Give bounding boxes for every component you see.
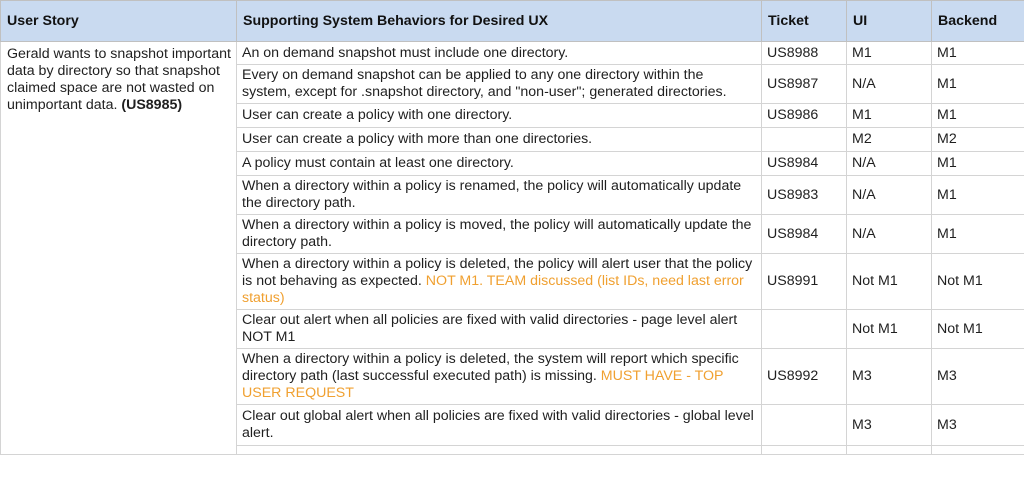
ui-cell[interactable]: N/A xyxy=(847,152,932,176)
backend-cell[interactable]: M1 xyxy=(932,42,1024,65)
header-user-story[interactable]: User Story xyxy=(1,1,237,42)
backend-cell[interactable]: M3 xyxy=(932,405,1024,446)
behavior-cell[interactable]: User can create a policy with more than one directories. xyxy=(237,128,762,152)
empty-cell[interactable] xyxy=(932,446,1024,455)
ui-cell[interactable]: N/A xyxy=(847,65,932,104)
backend-cell[interactable]: M1 xyxy=(932,176,1024,215)
backend-cell[interactable]: M3 xyxy=(932,349,1024,405)
header-ticket[interactable]: Ticket xyxy=(762,1,847,42)
ticket-cell[interactable] xyxy=(762,128,847,152)
behavior-cell[interactable]: A policy must contain at least one directory. xyxy=(237,152,762,176)
ui-cell[interactable]: Not M1 xyxy=(847,254,932,310)
behavior-cell[interactable]: When a directory within a policy is deleted, the policy will alert user that the policy is not behaving as expected. NOT M1. TEAM discussed (list IDs, need last error status) xyxy=(237,254,762,310)
user-story-cell[interactable] xyxy=(1,42,237,455)
backend-cell[interactable]: M1 xyxy=(932,104,1024,128)
header-backend[interactable]: Backend xyxy=(932,1,1024,42)
ui-cell[interactable]: N/A xyxy=(847,215,932,254)
ui-cell[interactable]: M1 xyxy=(847,42,932,65)
highlight-note: MUST HAVE - TOP USER REQUEST xyxy=(242,368,724,401)
behavior-cell[interactable]: Every on demand snapshot can be applied to any one directory within the system, except for .snapshot directory, and "non-user"; generated directories. xyxy=(237,65,762,104)
behavior-cell[interactable]: An on demand snapshot must include one directory. xyxy=(237,42,762,65)
backend-cell[interactable]: M1 xyxy=(932,215,1024,254)
table-row xyxy=(1,42,1024,65)
user-story-text: Gerald wants to snapshot important data by directory so that snapshot claimed space are not wasted on unimportant data. xyxy=(7,46,231,113)
backend-cell[interactable]: M2 xyxy=(932,128,1024,152)
ticket-cell[interactable]: US8983 xyxy=(762,176,847,215)
ui-cell[interactable]: M3 xyxy=(847,349,932,405)
ticket-cell[interactable]: US8991 xyxy=(762,254,847,310)
ticket-cell[interactable] xyxy=(762,405,847,446)
header-row xyxy=(1,1,1024,42)
backend-cell[interactable]: Not M1 xyxy=(932,254,1024,310)
behavior-cell[interactable]: When a directory within a policy is renamed, the policy will automatically update the directory path. xyxy=(237,176,762,215)
backend-cell[interactable]: Not M1 xyxy=(932,310,1024,349)
ui-cell[interactable]: M3 xyxy=(847,405,932,446)
ui-cell[interactable]: N/A xyxy=(847,176,932,215)
backend-cell[interactable]: M1 xyxy=(932,65,1024,104)
ui-cell[interactable]: M2 xyxy=(847,128,932,152)
behavior-cell[interactable]: When a directory within a policy is deleted, the system will report which specific directory path (last successful executed path) is missing. MUST HAVE - TOP USER REQUEST xyxy=(237,349,762,405)
ticket-cell[interactable]: US8988 xyxy=(762,42,847,65)
ticket-cell[interactable] xyxy=(762,310,847,349)
empty-cell[interactable] xyxy=(237,446,762,455)
ticket-cell[interactable]: US8984 xyxy=(762,215,847,254)
header-behaviors[interactable]: Supporting System Behaviors for Desired UX xyxy=(237,1,762,42)
ui-cell[interactable]: M1 xyxy=(847,104,932,128)
highlight-note: NOT M1. TEAM discussed (list IDs, need last error status) xyxy=(242,273,744,306)
behavior-cell[interactable]: Clear out alert when all policies are fixed with valid directories - page level alert NOT M1 xyxy=(237,310,762,349)
user-story-ref: (US8985) xyxy=(121,97,183,113)
ui-cell[interactable]: Not M1 xyxy=(847,310,932,349)
ticket-cell[interactable]: US8984 xyxy=(762,152,847,176)
backend-cell[interactable]: M1 xyxy=(932,152,1024,176)
ticket-cell[interactable]: US8987 xyxy=(762,65,847,104)
empty-cell[interactable] xyxy=(847,446,932,455)
behavior-cell[interactable]: User can create a policy with one directory. xyxy=(237,104,762,128)
behavior-cell[interactable]: Clear out global alert when all policies are fixed with valid directories - global level alert. xyxy=(237,405,762,446)
behavior-cell[interactable]: When a directory within a policy is moved, the policy will automatically update the directory path. xyxy=(237,215,762,254)
ticket-cell[interactable]: US8992 xyxy=(762,349,847,405)
ticket-cell[interactable]: US8986 xyxy=(762,104,847,128)
empty-cell[interactable] xyxy=(762,446,847,455)
header-ui[interactable]: UI xyxy=(847,1,932,42)
